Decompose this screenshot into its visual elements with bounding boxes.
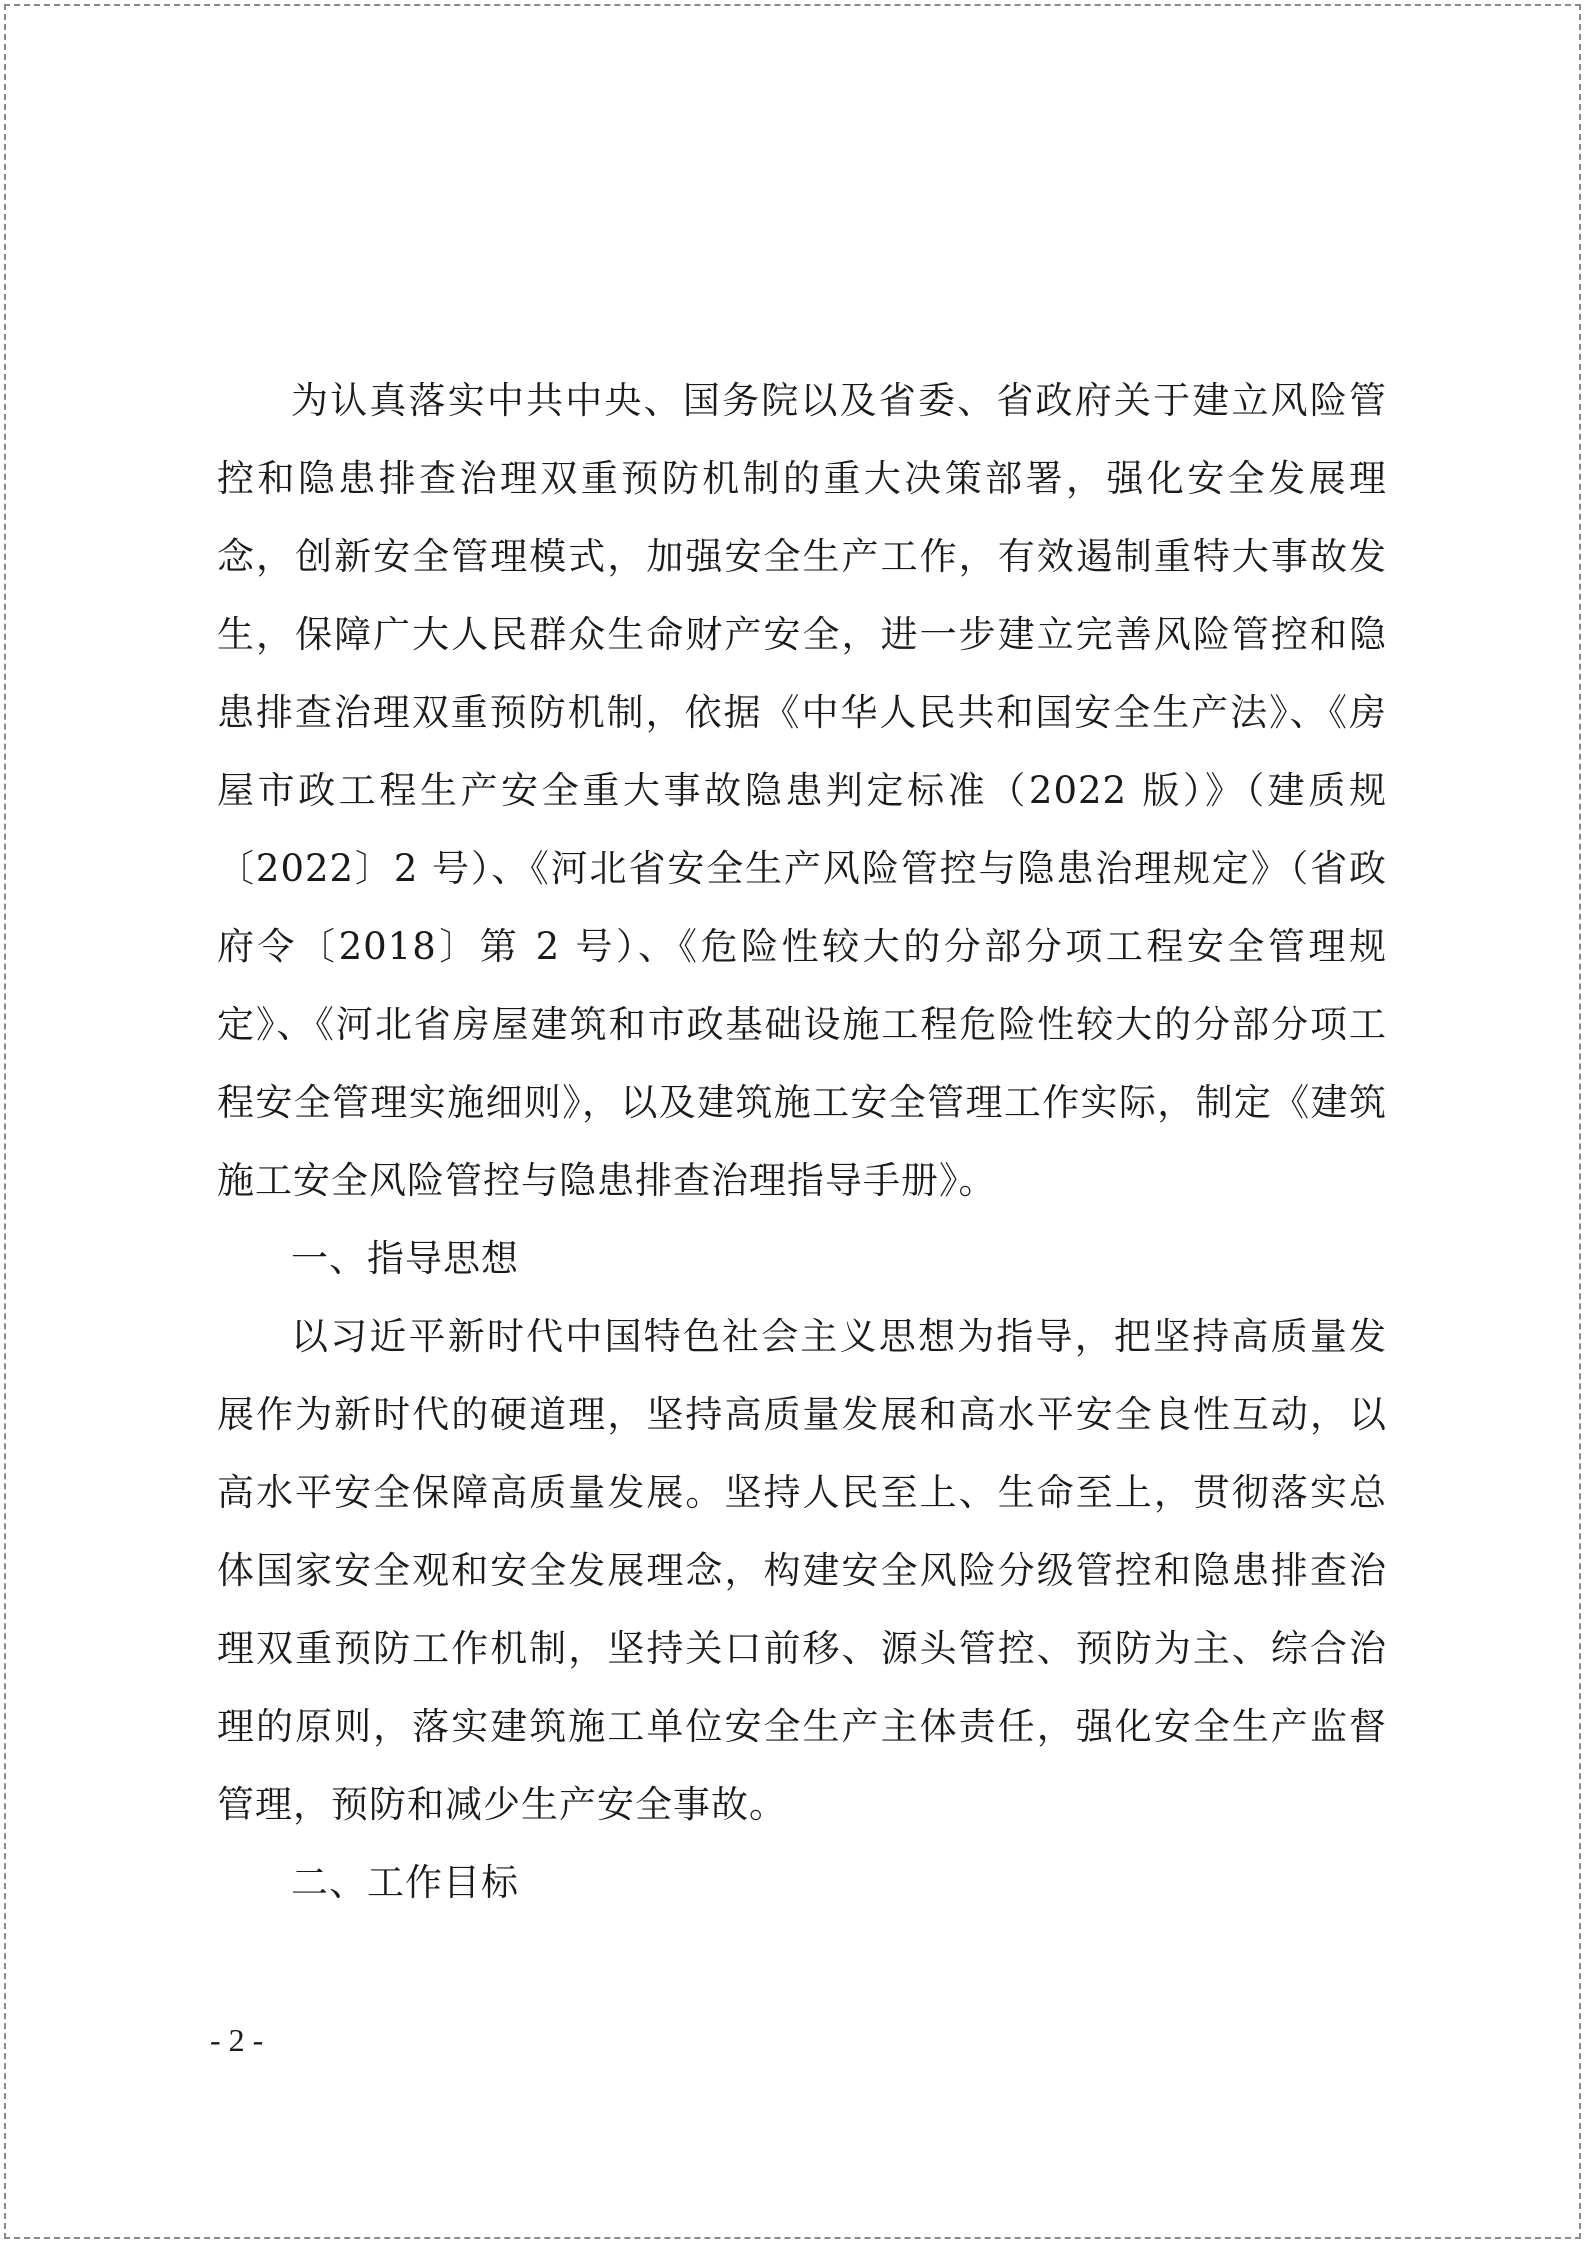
guiding-ideology-paragraph: 以习近平新时代中国特色社会主义思想为指导，把坚持高质量发展作为新时代的硬道理，坚持高质量发展和高水平安全良性互动，以高水平安全保障高质量发展。坚持人民至上、生命至上，贯彻落实总体国家安全观和安全发展理念，构建安全风险分级管控和隐患排查治理双重预防工作机制，坚持关口前移、源头管控、预防为主、综合治理的原则，落实建筑施工单位安全生产主体责任，强化安全生产监督管理，预防和减少生产安全事故。: [217, 1315, 1387, 1826]
intro-paragraph: 为认真落实中共中央、国务院以及省委、省政府关于建立风险管控和隐患排查治理双重预防机制的重大决策部署，强化安全发展理念，创新安全管理模式，加强安全生产工作，有效遏制重特大事故发生，保障广大人民群众生命财产安全，进一步建立完善风险管控和隐患排查治理双重预防机制，依据《中华人民共和国安全生产法》、《房屋市政工程生产安全重大事故隐患判定标准（2022 版）》（建质规〔2022〕2 号）、《河北省安全生产风险管控与隐患治理规定》（省政府令〔2018〕第 2 号）、《危险性较大的分部分项工程安全管理规定》、《河北省房屋建筑和市政基础设施工程危险性较大的分部分项工程安全管理实施细则》，以及建筑施工安全管理工作实际，制定《建筑施工安全风险管控与隐患排查治理指导手册》。: [217, 379, 1387, 1202]
document-body: [217, 362, 1387, 1922]
page-number: - 2 -: [210, 2022, 264, 2058]
section-heading-guiding-ideology: 一、指导思想: [291, 1237, 519, 1280]
section-heading-work-goals: 二、工作目标: [291, 1861, 519, 1904]
